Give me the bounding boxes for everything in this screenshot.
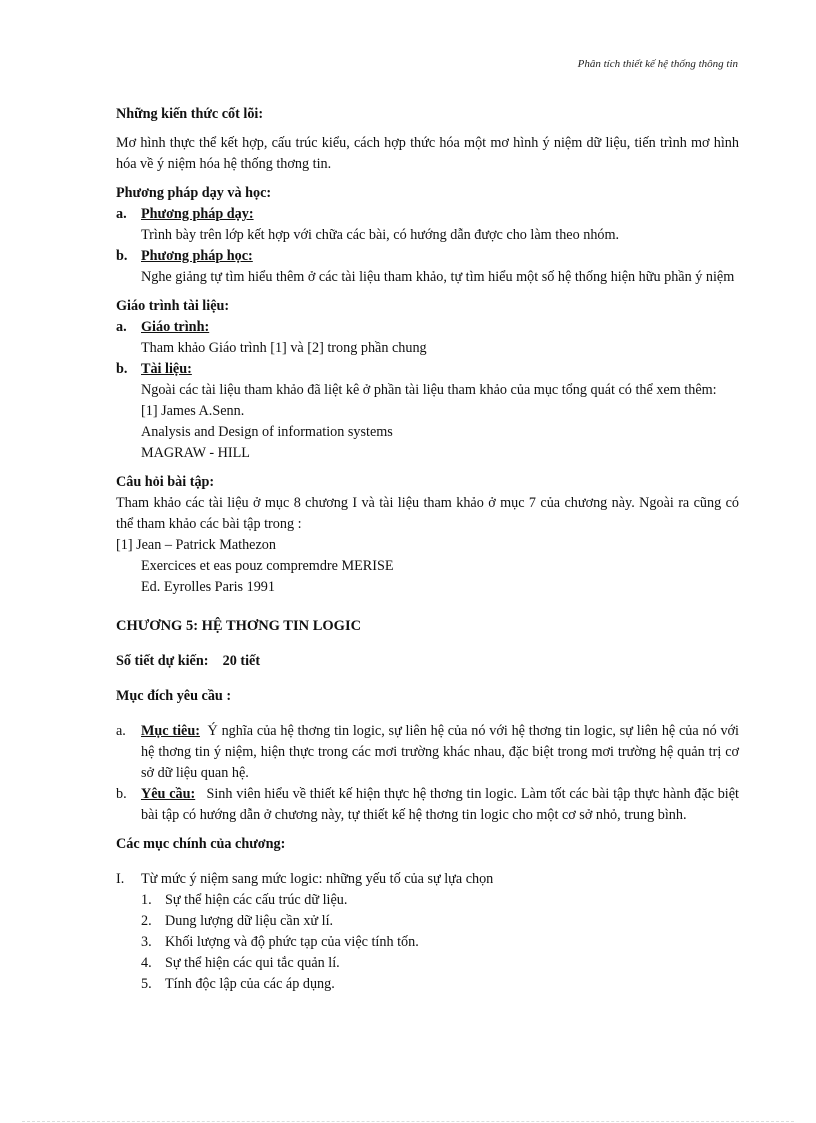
item-marker: b. bbox=[116, 786, 127, 802]
section-main-topics-title: Các mục chính của chương: bbox=[116, 836, 286, 852]
methods-item-b bbox=[116, 246, 739, 267]
section-objectives-title: Mục đích yêu cầu : bbox=[116, 688, 232, 704]
list-number: 2. bbox=[141, 913, 152, 929]
requirement-title: Yêu cầu: bbox=[141, 786, 196, 802]
roman-marker: I. bbox=[116, 871, 125, 887]
goal-text: Ý nghĩa của hệ thơng tin logic, sự liên hệ của nó với hệ thơng tin logic, sự liên hệ của nó với hệ thơng tin ý niệm, hiện thực trong các mơi trường khác nhau, đặc biệt trong mơi trường hệ quản trị cơ sở dữ liệu quan hệ. bbox=[141, 723, 739, 781]
document-body bbox=[116, 104, 739, 995]
list-number: 1. bbox=[141, 892, 152, 908]
chapter-title: CHƯƠNG 5: HỆ THƠNG TIN LOGIC bbox=[116, 618, 362, 634]
list-number: 4. bbox=[141, 955, 152, 971]
references-title: Tài liệu: bbox=[141, 361, 192, 377]
planned-hours-value: 20 tiết bbox=[222, 653, 261, 669]
methods-teach-text: Trình bày trên lớp kết hợp với chữa các bài, có hướng dẫn được cho làm theo nhóm. bbox=[141, 227, 620, 243]
list-text: Sự thể hiện các cấu trúc dữ liệu. bbox=[165, 892, 348, 908]
page-header: Phân tích thiết kế hệ thống thông tin bbox=[577, 58, 738, 70]
reference-line: [1] James A.Senn. bbox=[141, 403, 245, 419]
topic-roman-item bbox=[116, 869, 739, 890]
goal-title: Mục tiêu: bbox=[141, 723, 200, 739]
section-exercises-title: Câu hỏi bài tập: bbox=[116, 474, 215, 490]
materials-item-b bbox=[116, 359, 739, 380]
reference-line: MAGRAW - HILL bbox=[141, 445, 250, 461]
item-marker: b. bbox=[116, 248, 128, 264]
roman-text: Từ mức ý niệm sang mức logic: những yếu tố của sự lựa chọn bbox=[141, 871, 494, 887]
list-text: Dung lượng dữ liệu cần xử lí. bbox=[165, 913, 334, 929]
list-number: 3. bbox=[141, 934, 152, 950]
methods-item-a bbox=[116, 204, 739, 225]
list-text: Tính độc lập của các áp dụng. bbox=[165, 976, 335, 992]
objectives-goal bbox=[141, 721, 739, 784]
exercise-ref-line: Exercices et eas pouz compremdre MERISE bbox=[141, 558, 394, 574]
item-marker: b. bbox=[116, 361, 128, 377]
section-methods-title: Phương pháp dạy và học: bbox=[116, 185, 272, 201]
core-knowledge-text: Mơ hình thực thể kết hợp, cấu trúc kiểu, cách hợp thức hóa một mơ hình ý niệm dữ liệu, tiến trình mơ hình hóa về ý niệm hóa hệ thống thơng tin. bbox=[116, 135, 739, 172]
page-bottom-divider bbox=[22, 1121, 794, 1122]
list-item bbox=[116, 932, 739, 953]
objectives-item-b bbox=[116, 784, 739, 826]
textbook-text: Tham khảo Giáo trình [1] và [2] trong phần chung bbox=[141, 340, 427, 356]
exercises-text: Tham khảo các tài liệu ở mục 8 chương I và tài liệu tham khảo ở mục 7 của chương này. Ngoài ra cũng có thể tham khảo các bài tập trong : bbox=[116, 495, 739, 532]
references-text: Ngoài các tài liệu tham khảo đã liệt kê ở phần tài liệu tham khảo của mục tổng quát có thể xem thêm: bbox=[141, 382, 717, 398]
list-text: Sự thể hiện các qui tắc quản lí. bbox=[165, 955, 340, 971]
methods-learn-title: Phương pháp học: bbox=[141, 248, 253, 264]
reference-line: Analysis and Design of information systems bbox=[141, 424, 393, 440]
exercise-ref-line: [1] Jean – Patrick Mathezon bbox=[116, 537, 276, 553]
planned-hours-label: Số tiết dự kiến: bbox=[116, 653, 209, 669]
list-item bbox=[116, 911, 739, 932]
planned-hours bbox=[116, 651, 739, 672]
textbook-title: Giáo trình: bbox=[141, 319, 210, 335]
section-core-knowledge-title: Những kiến thức cốt lõi: bbox=[116, 106, 264, 122]
item-marker: a. bbox=[116, 206, 127, 222]
methods-learn-text: Nghe giảng tự tìm hiểu thêm ở các tài liệu tham khảo, tự tìm hiểu một số hệ thống hiện hữu phần ý niệm bbox=[141, 269, 735, 285]
item-marker: a. bbox=[116, 723, 126, 739]
list-item bbox=[116, 974, 739, 995]
item-marker: a. bbox=[116, 319, 127, 335]
list-item bbox=[116, 953, 739, 974]
objectives-requirement bbox=[141, 784, 739, 826]
materials-item-a bbox=[116, 317, 739, 338]
list-item bbox=[116, 890, 739, 911]
section-materials-title: Giáo trình tài liệu: bbox=[116, 298, 230, 314]
objectives-item-a bbox=[116, 721, 739, 784]
requirement-text: Sinh viên hiểu về thiết kế hiện thực hệ thơng tin logic. Làm tốt các bài tập thực hành đặc biệt bài tập có hướng dẫn ở chương này, tự thiết kế hệ thơng tin logic cho một cơ sở nhỏ, trung bình. bbox=[141, 786, 739, 823]
exercise-ref-line: Ed. Eyrolles Paris 1991 bbox=[141, 579, 275, 595]
methods-teach-title: Phương pháp dạy: bbox=[141, 206, 254, 222]
list-text: Khối lượng và độ phức tạp của việc tính tốn. bbox=[165, 934, 419, 950]
list-number: 5. bbox=[141, 976, 152, 992]
